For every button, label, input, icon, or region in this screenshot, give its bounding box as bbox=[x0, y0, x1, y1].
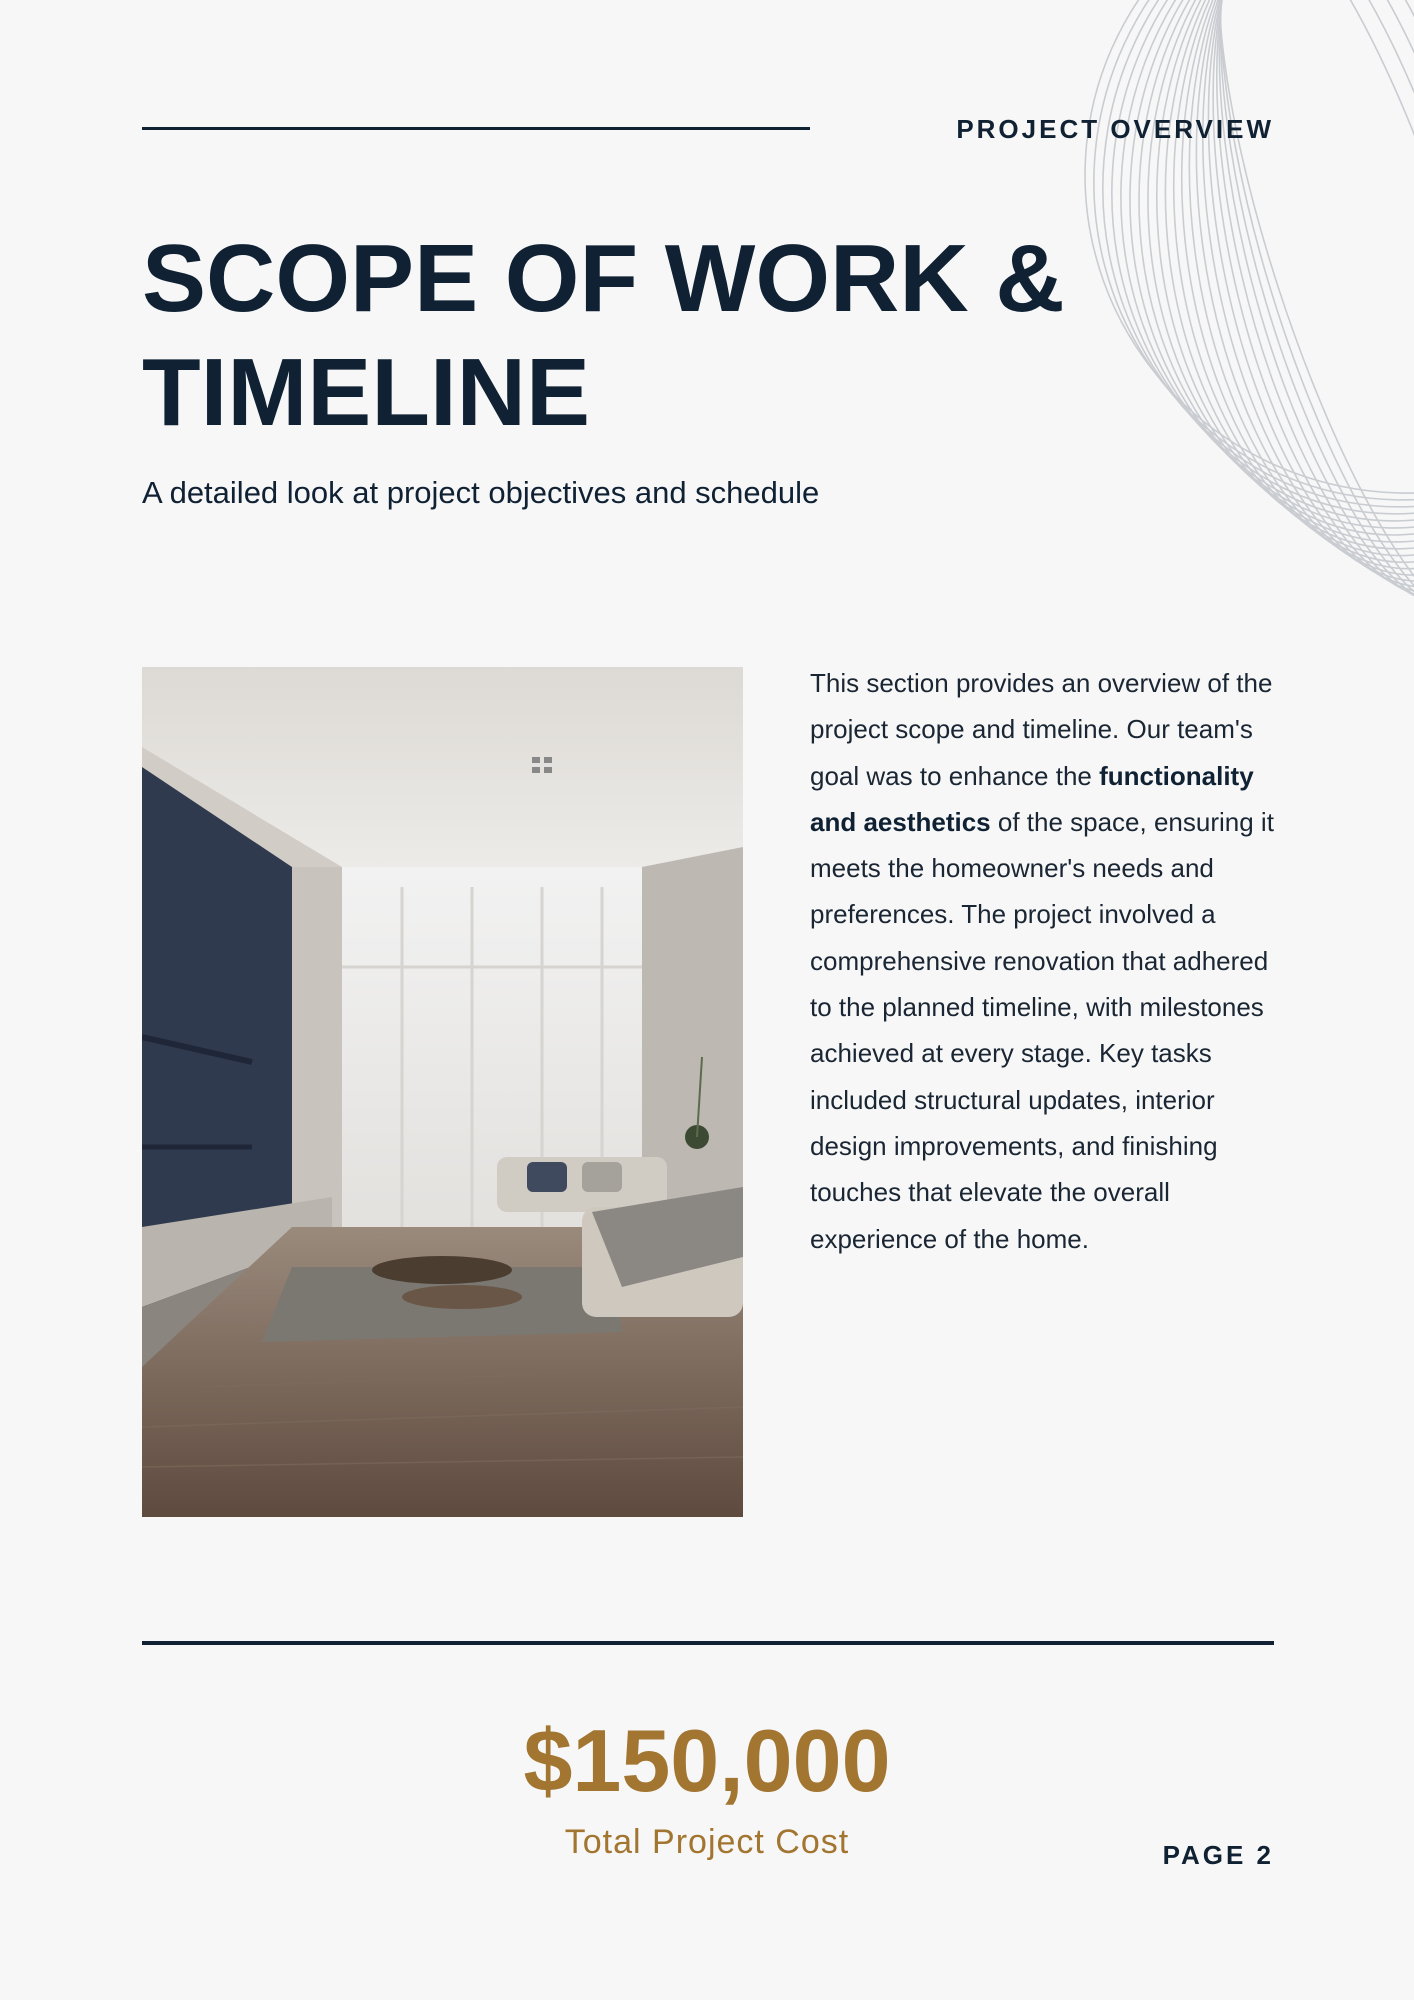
total-cost-value: $150,000 bbox=[523, 1711, 891, 1810]
page-subtitle: A detailed look at project objectives and schedule bbox=[142, 475, 820, 510]
footer-divider bbox=[142, 1641, 1274, 1645]
section-label: PROJECT OVERVIEW bbox=[956, 114, 1274, 144]
page-title-line-1: SCOPE OF WORK & bbox=[142, 225, 1065, 332]
overview-text-end: of the space, ensuring it meets the homeowner's needs and preferences. The project involved a comprehensive renovation that adhered to the planned timeline, with milestones achieved at every stage. Key tasks included structural updates, interior design improvements, and finishing touches that elevate the overall experience of the home. bbox=[810, 806, 1274, 1254]
page-title bbox=[142, 222, 1142, 450]
page-number: PAGE 2 bbox=[1162, 1840, 1274, 1870]
header-divider bbox=[142, 127, 810, 130]
overview-text-emphasis: functionality and aesthetics bbox=[810, 760, 1254, 837]
total-cost-label: Total Project Cost bbox=[564, 1823, 850, 1861]
page-title-line-2: TIMELINE bbox=[142, 339, 590, 446]
interior-photo bbox=[142, 667, 743, 1517]
overview-paragraph bbox=[810, 660, 1280, 1262]
overview-text-start: This section provides an overview of the project scope and timeline. Our team's goal was to enhance the bbox=[810, 668, 1273, 791]
